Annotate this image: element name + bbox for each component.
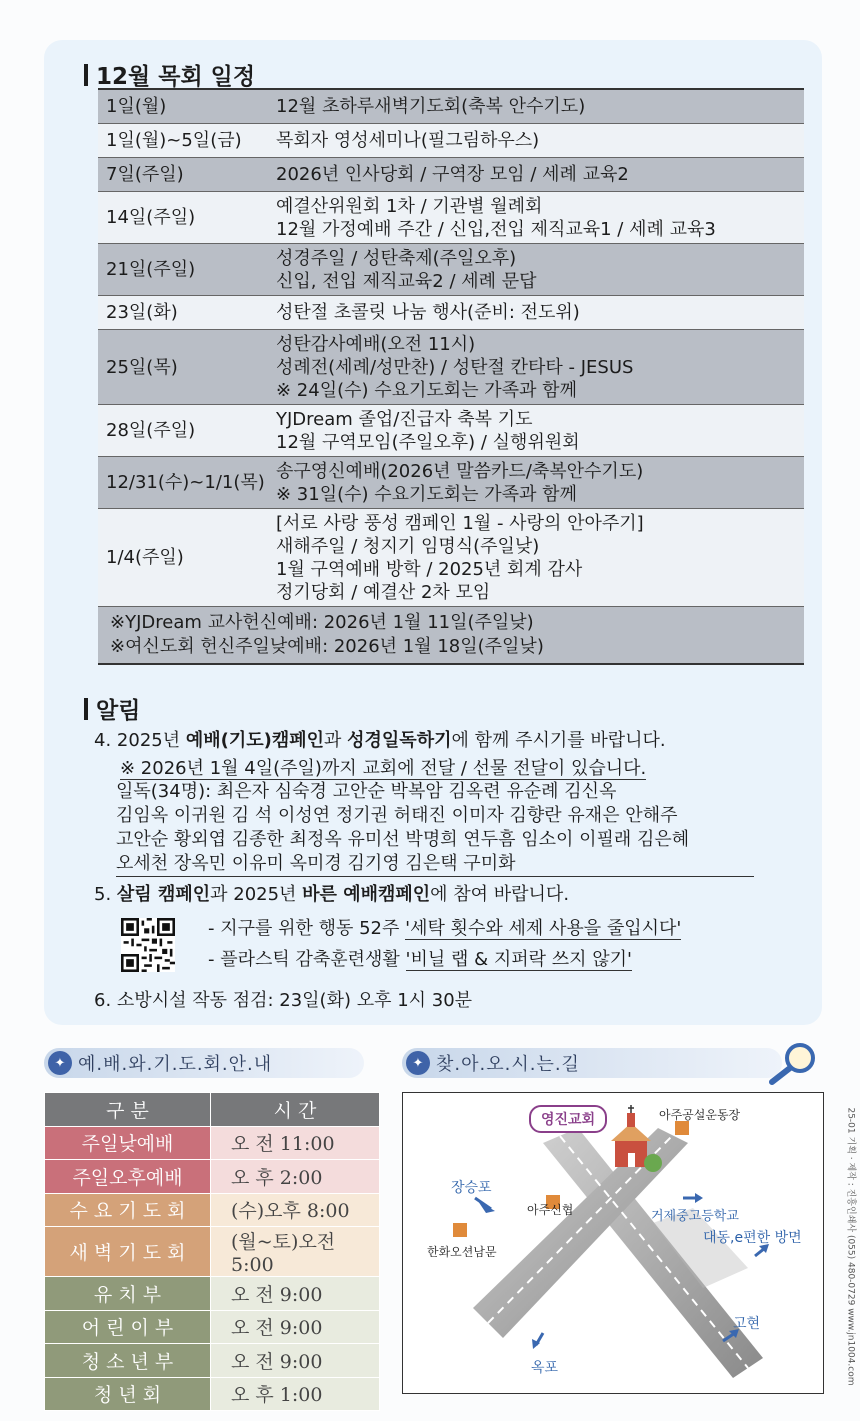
service-name: 어 린 이 부 [45,1310,211,1344]
schedule-event-line: 신입, 전입 제직교육2 / 세례 문답 [276,270,537,292]
worship-table [44,1092,380,1411]
schedule-event-line: 정기당회 / 예결산 2차 모임 [276,581,491,603]
schedule-events [276,195,804,241]
worship-row [45,1310,380,1344]
schedule-event-line: [서로 사랑 풍성 캠페인 1월 - 사랑의 안아주기] [276,512,644,534]
item-underlined: '세탁 횟수와 세제 사용을 줄입시다' [405,918,682,939]
schedule-events [276,408,804,454]
notice-item-5 [94,882,569,908]
schedule-date: 28일(주일) [106,420,196,441]
names-line: 일독(34명): 최은자 심숙경 고안순 박복암 김옥련 유순례 김신옥 [116,781,617,802]
item-text: 에 함께 주시기를 바랍니다. [451,730,666,751]
service-time: 오 후 2:00 [211,1160,380,1194]
names-line: 오세천 장옥민 이유미 옥미경 김기영 김은택 구미화 [116,853,516,874]
schedule-row [98,158,804,192]
item-text: - 플라스틱 감축훈련생활 [208,949,406,970]
notice-item-4-sub [120,756,646,782]
schedule-note-line: ※여신도회 헌신주일낮예배: 2026년 1월 18일(주일낮) [110,636,544,657]
side-credit [842,1100,856,1400]
service-name: 주일오후예배 [45,1160,211,1194]
reader-names [116,780,754,877]
notice-item-5-line-1 [208,916,681,942]
schedule-event-line: 2026년 인사당회 / 구역장 모임 / 세례 교육2 [276,164,629,185]
item-number: 4. [94,730,112,751]
magnifier-icon [766,1040,822,1086]
schedule-event-line: 성탄감사예배(오전 11시) [276,333,476,355]
names-line: 고안순 황외엽 김종한 최정옥 유미선 박명희 연두흠 임소이 이필래 김은혜 [116,829,690,850]
schedule-note-line: ※YJDream 교사헌신예배: 2026년 1월 11일(주일낮) [110,612,534,633]
worship-row [45,1160,380,1194]
schedule-row [98,244,804,296]
credit-text: 25-01 기획 · 제작 : 진흥인쇄사 (055) 480-0729 www.jn1004.com [845,1107,856,1386]
schedule-event-line: 12월 초하루새벽기도회(축복 안수기도) [276,96,586,117]
worship-row [45,1227,380,1277]
directions-header [402,1048,782,1078]
item-underlined: '비닐 랩 & 지퍼락 쓰지 않기' [405,949,632,970]
schedule-event-line: 성탄절 초콜릿 나눔 행사(준비: 전도위) [276,302,580,323]
notice-item-6 [94,988,472,1014]
item-text: 과 2025년 [210,884,303,905]
schedule-date: 7일(주일) [106,164,184,185]
service-time: 오 전 9:00 [211,1344,380,1378]
schedule-row [98,405,804,457]
schedule-row [98,330,804,405]
worship-row [45,1193,380,1227]
service-name: 주일낮예배 [45,1126,211,1160]
schedule-events [276,460,804,506]
worship-guide-header [44,1048,364,1078]
church-label [529,1105,607,1133]
schedule-event-line: 1월 구역예배 방학 / 2025년 회계 감사 [276,558,583,580]
dove-icon: ✦ [406,1051,430,1075]
service-time: 오 전 9:00 [211,1277,380,1311]
schedule-events [276,512,804,604]
item-text: 에 참여 바랍니다. [430,884,570,905]
item-bold: 바른 예배캠페인 [302,884,431,905]
notice-heading [84,692,140,725]
column-header: 시 간 [211,1093,380,1127]
schedule-row [98,509,804,607]
schedule-date: 23일(화) [106,302,178,323]
schedule-event-line: ※ 31일(수) 수요기도회는 가족과 함께 [276,483,577,505]
map-label: 장승포 [451,1180,492,1196]
schedule-date: 25일(목) [106,356,178,378]
map-label: 거제중고등학교 [651,1209,739,1224]
map-label: 고현 [733,1316,761,1332]
schedule-event-line: 새해주일 / 청지기 임명식(주일낮) [276,535,540,557]
schedule-event-line: 예결산위원회 1차 / 기관별 월례회 [276,195,543,217]
directions-title: 찾.아.오.시.는.길 [436,1054,580,1075]
heading-bar [84,64,88,86]
item-text: 소방시설 작동 점검: 23일(화) 오후 1시 30분 [116,990,473,1011]
schedule-event-line: YJDream 졸업/진급자 축복 기도 [276,408,533,430]
schedule-date: 1일(월) [106,96,167,117]
schedule-event-line: 목회자 영성세미나(필그림하우스) [276,130,540,151]
item-number: 5. [94,884,112,905]
schedule-event-line: 성례전(세례/성만찬) / 성탄절 칸타타 - JESUS [276,356,634,378]
service-time: (월~토)오전 5:00 [211,1227,380,1277]
dove-icon: ✦ [48,1051,72,1075]
service-name: 청 소 년 부 [45,1344,211,1378]
item-number: 6. [94,990,112,1011]
map-label: 한화오션남문 [427,1245,497,1259]
item-text: - 지구를 위한 행동 52주 [208,918,406,939]
schedule-events [276,333,804,402]
service-time: 오 전 9:00 [211,1310,380,1344]
schedule-events [276,95,804,118]
schedule-event-line: ※ 24일(수) 수요기도회는 가족과 함께 [276,379,577,401]
service-time: 오 전 11:00 [211,1126,380,1160]
schedule-row [98,192,804,244]
service-name: 새 벽 기 도 회 [45,1227,211,1277]
schedule-event-line: 12월 가정예배 주간 / 신입,전입 제직교육1 / 세례 교육3 [276,218,716,240]
item-text: 2025년 [116,730,186,751]
map-label: 아주공설운동장 [659,1108,741,1122]
schedule-row [98,90,804,124]
schedule-event-line: 성경주일 / 성탄축제(주일오후) [276,247,517,269]
schedule-table [98,88,804,665]
schedule-events [276,247,804,293]
worship-row [45,1277,380,1311]
service-name: 수 요 기 도 회 [45,1193,211,1227]
worship-row [45,1126,380,1160]
schedule-events [276,129,804,152]
schedule-row [98,296,804,330]
schedule-notes [98,607,804,663]
directions-map [402,1092,824,1394]
worship-guide-title: 예.배.와.기.도.회.안.내 [78,1054,273,1075]
map-label: 대동,e편한 방면 [703,1230,802,1246]
schedule-event-line: 12월 구역모임(주일오후) / 실행위원회 [276,431,580,453]
schedule-event-line: 송구영신예배(2026년 말씀카드/축복안수기도) [276,460,644,482]
item-subtext: ※ 2026년 1월 4일(주일)까지 교회에 전달 / 선물 전달이 있습니다. [120,758,647,779]
names-line: 김임옥 이귀원 김 석 이성연 정기권 허태진 이미자 김향란 유재은 안해주 [116,805,678,826]
schedule-events [276,301,804,324]
heading-bar [84,698,88,720]
schedule-date: 21일(주일) [106,259,196,280]
service-time: (수)오후 8:00 [211,1193,380,1227]
service-name: 청 년 회 [45,1377,211,1411]
notice-item-5-line-2 [208,947,632,973]
map-label: 아주신협 [527,1203,574,1217]
item-bold: 살림 캠페인 [116,884,211,905]
schedule-date: 14일(주일) [106,207,196,228]
schedule-row [98,124,804,158]
map-label: 옥포 [531,1360,559,1376]
schedule-row [98,457,804,509]
schedule-heading [84,58,255,91]
schedule-date: 1/4(주일) [106,547,184,568]
item-text: 과 [324,730,348,751]
church-name: 영진교회 [541,1112,596,1128]
schedule-date: 1일(월)~5일(금) [106,130,242,151]
service-time: 오 후 1:00 [211,1377,380,1411]
item-bold: 예배(기도)캠페인 [185,730,325,751]
notice-title: 알림 [96,698,141,724]
notice-item-4 [94,728,666,754]
qr-code-icon[interactable] [121,918,175,972]
schedule-events [276,163,804,186]
worship-row [45,1377,380,1411]
item-bold: 성경일독하기 [347,730,452,751]
worship-row [45,1344,380,1378]
service-name: 유 치 부 [45,1277,211,1311]
column-header: 구 분 [45,1093,211,1127]
schedule-title: 12월 목회 일정 [96,64,256,90]
schedule-date: 12/31(수)~1/1(목) [106,472,265,493]
